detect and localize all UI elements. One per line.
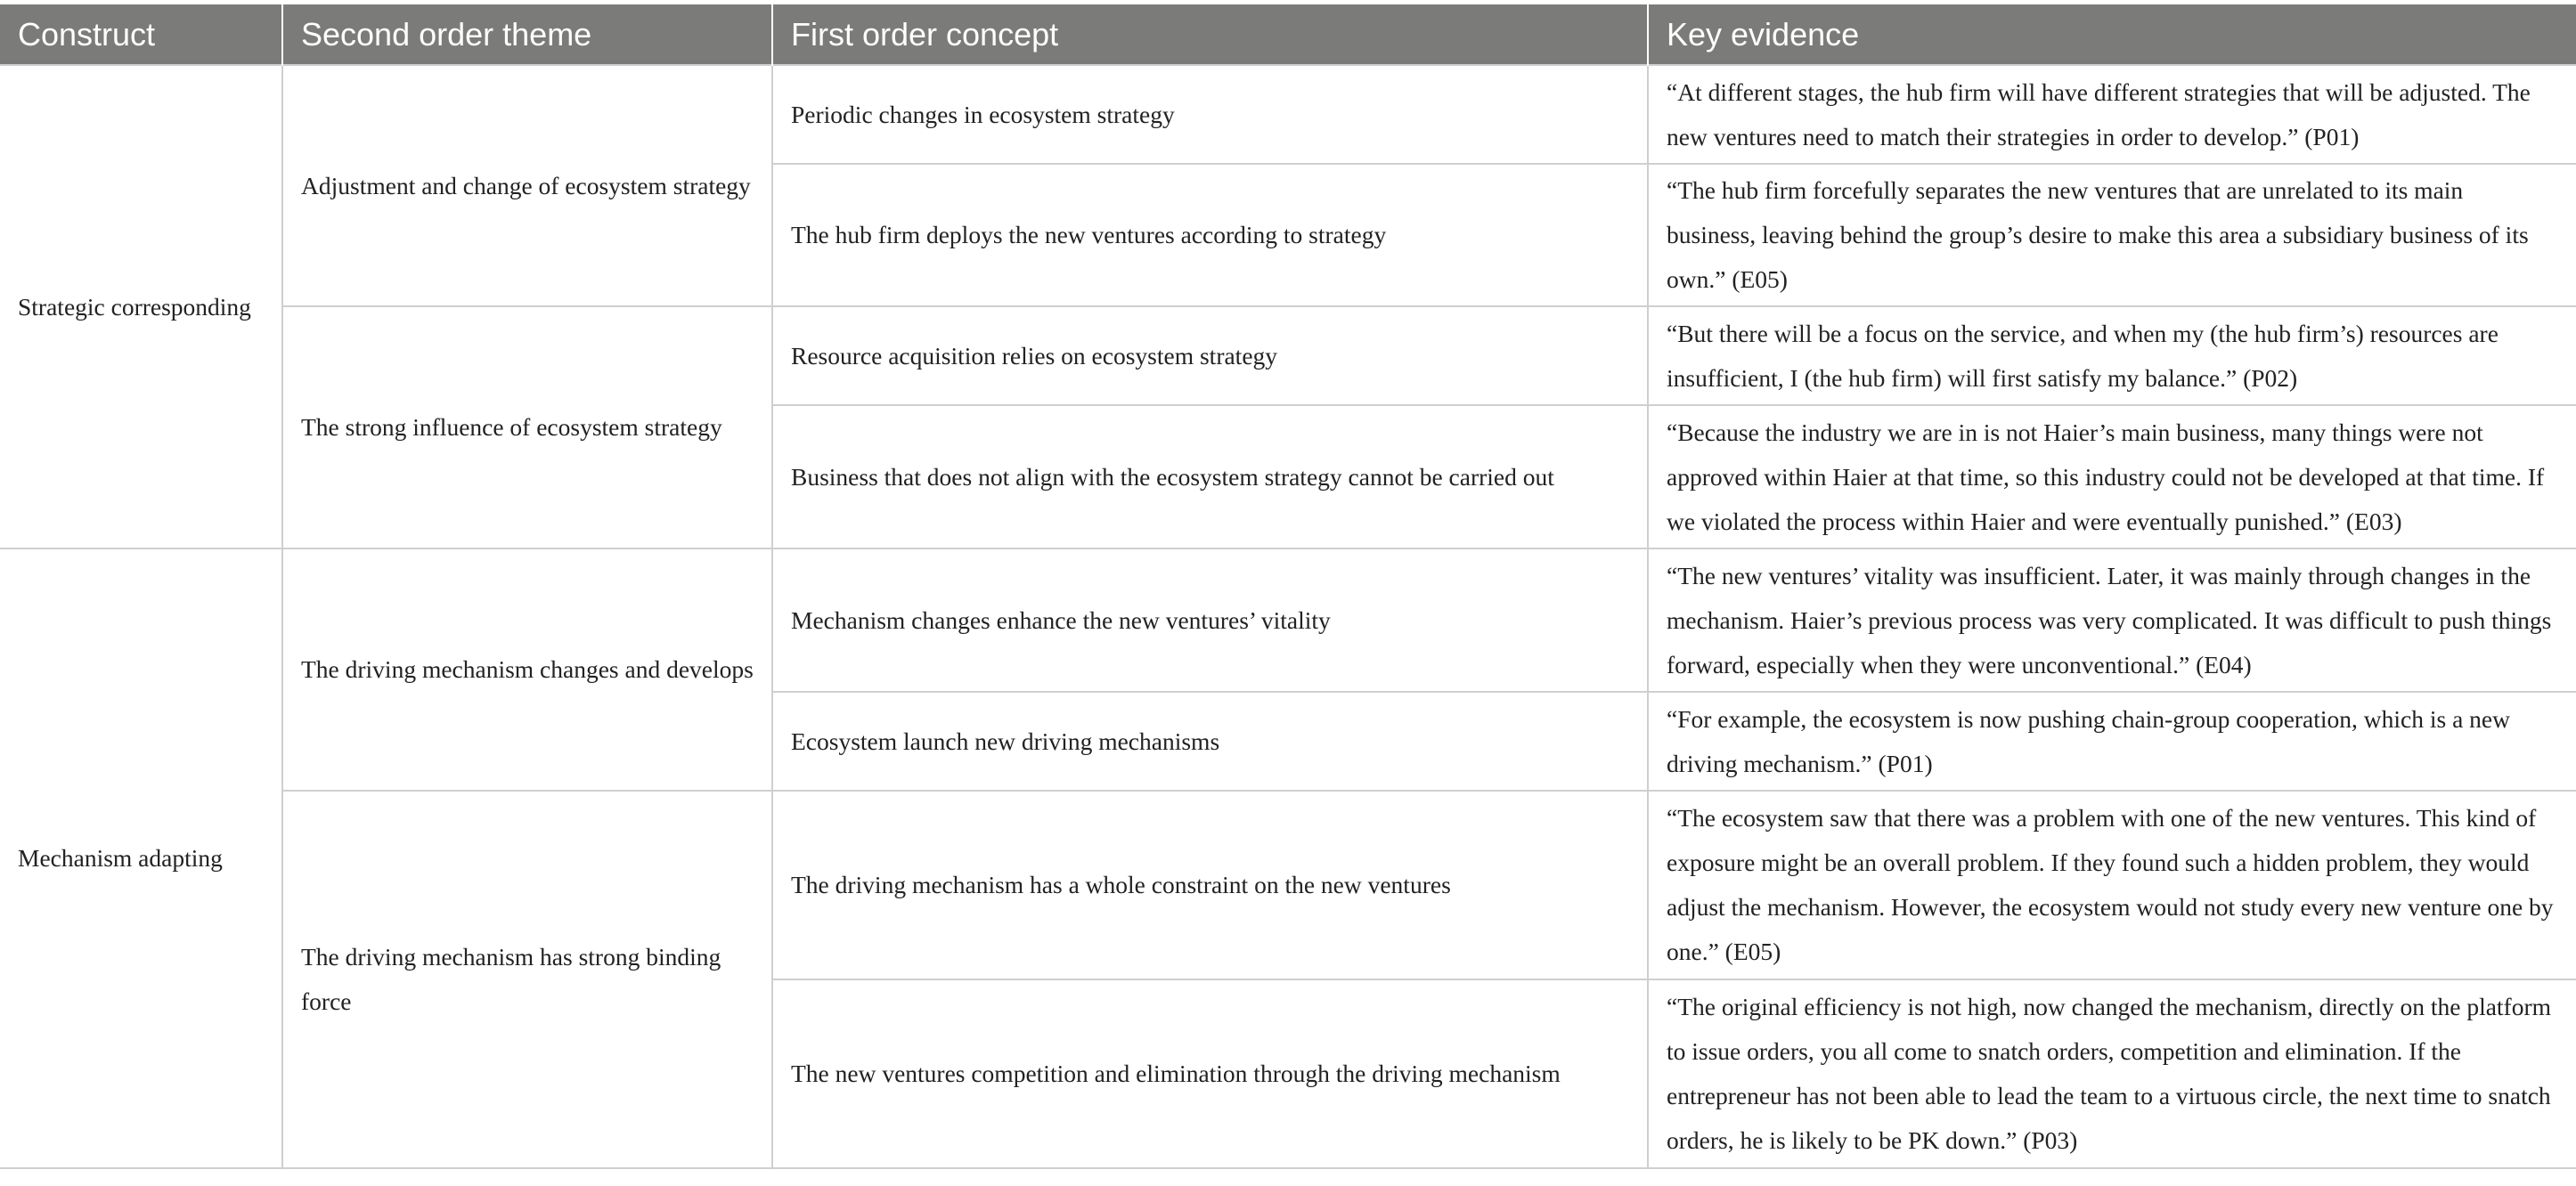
evidence-cell: “The hub firm forcefully separates the new ventures that are unrelated to its main business, leaving behind the group’s desire to make this area a subsidiary business of its own.” (E05) <box>1648 164 2576 306</box>
evidence-cell: “The new ventures’ vitality was insufficient. Later, it was mainly through changes in the mechanism. Haier’s previous process was very complicated. It was difficult to push things forward, especially when they were unconventional.” (E04) <box>1648 548 2576 692</box>
concept-cell: Mechanism changes enhance the new ventures’ vitality <box>772 548 1648 692</box>
evidence-cell: “Because the industry we are in is not Haier’s main business, many things were not approved within Haier at that time, so this industry could not be developed at that time. If we violated the process within Haier and were eventually punished.” (E03) <box>1648 405 2576 548</box>
concept-cell: Periodic changes in ecosystem strategy <box>772 65 1648 164</box>
construct-cell: Mechanism adapting <box>0 548 282 1168</box>
evidence-cell: “For example, the ecosystem is now pushing chain-group cooperation, which is a new driving mechanism.” (P01) <box>1648 692 2576 791</box>
theme-cell: The driving mechanism has strong binding force <box>282 791 772 1168</box>
header-second-order-theme: Second order theme <box>282 4 772 65</box>
evidence-cell: “The original efficiency is not high, now changed the mechanism, directly on the platform to issue orders, you all come to snatch orders, competition and elimination. If the entrepreneur has not been able to lead the team to a virtuous circle, the next time to snatch orders, he is likely to be PK down.” (P03) <box>1648 979 2576 1168</box>
concept-cell: The new ventures competition and elimination through the driving mechanism <box>772 979 1648 1168</box>
table-header <box>0 4 2576 65</box>
theme-cell: The driving mechanism changes and develops <box>282 548 772 791</box>
construct-cell: Strategic corresponding <box>0 65 282 548</box>
table-row <box>0 548 2576 692</box>
evidence-cell: “But there will be a focus on the service, and when my (the hub firm’s) resources are insufficient, I (the hub firm) will first satisfy my balance.” (P02) <box>1648 306 2576 405</box>
concept-cell: The hub firm deploys the new ventures according to strategy <box>772 164 1648 306</box>
concept-cell: Ecosystem launch new driving mechanisms <box>772 692 1648 791</box>
evidence-cell: “The ecosystem saw that there was a problem with one of the new ventures. This kind of exposure might be an overall problem. If they found such a hidden problem, they would adjust the mechanism. However, the ecosystem would not study every new venture one by one.” (E05) <box>1648 791 2576 979</box>
header-key-evidence: Key evidence <box>1648 4 2576 65</box>
header-row <box>0 4 2576 65</box>
table-row <box>0 791 2576 979</box>
theme-cell: Adjustment and change of ecosystem strategy <box>282 65 772 306</box>
table-row <box>0 306 2576 405</box>
theme-cell: The strong influence of ecosystem strategy <box>282 306 772 548</box>
table-body <box>0 65 2576 1168</box>
concept-cell: Business that does not align with the ecosystem strategy cannot be carried out <box>772 405 1648 548</box>
evidence-table <box>0 4 2576 1169</box>
table-row <box>0 65 2576 164</box>
header-first-order-concept: First order concept <box>772 4 1648 65</box>
concept-cell: Resource acquisition relies on ecosystem strategy <box>772 306 1648 405</box>
concept-cell: The driving mechanism has a whole constraint on the new ventures <box>772 791 1648 979</box>
evidence-cell: “At different stages, the hub firm will have different strategies that will be adjusted. The new ventures need to match their strategies in order to develop.” (P01) <box>1648 65 2576 164</box>
header-construct: Construct <box>0 4 282 65</box>
